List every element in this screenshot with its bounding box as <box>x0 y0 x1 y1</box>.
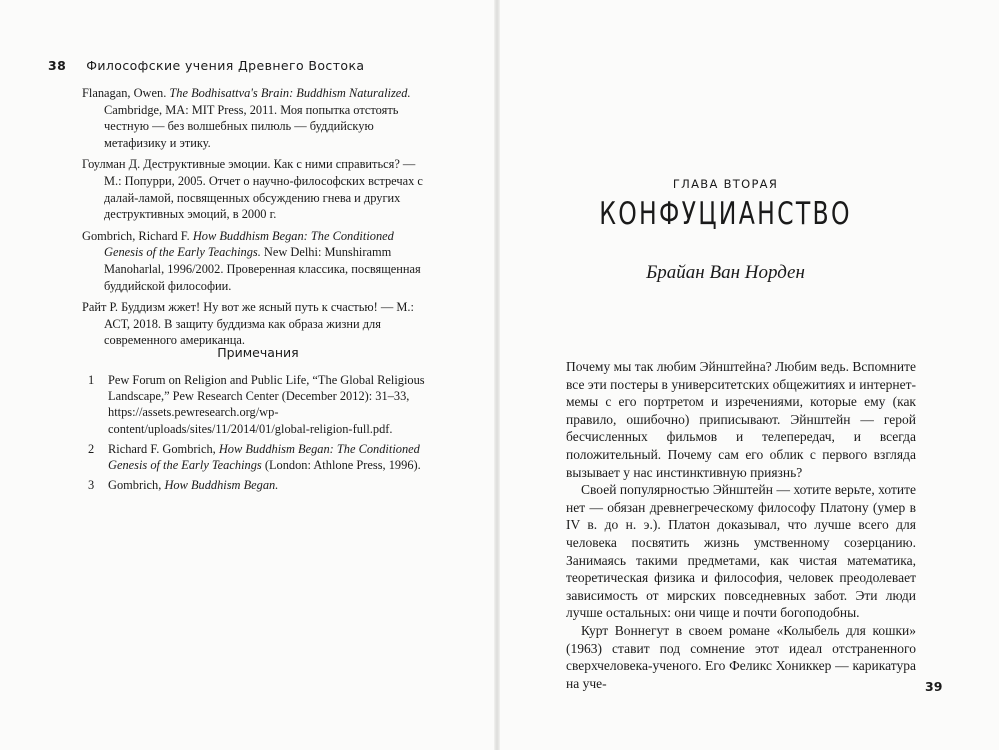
bibliography-entry <box>82 299 434 349</box>
bibliography-entry <box>82 228 434 294</box>
entry-title: How Buddhism Began: The Conditioned Genesis of the Early Teachings. <box>104 228 394 260</box>
notes-list <box>88 372 436 497</box>
notes-heading: Примечания <box>217 345 299 360</box>
left-page-number: 38 <box>48 58 67 73</box>
chapter-author: Брайан Ван Норден <box>646 262 805 283</box>
note-title: How Buddhism Began: The Conditioned Genesis of the Early Teachings <box>108 441 420 473</box>
chapter-body <box>566 358 916 692</box>
paragraph: Курт Воннегут в своем романе «Колыбель для кошки» (1963) ставит под сомнение этот идеал отстраненного сверхчеловека-ученого. Его Феликс Хониккер — карикатура на уче- <box>566 622 916 691</box>
chapter-title: КОНФУЦИАНСТВО <box>599 196 852 232</box>
note-text: Richard F. Gombrich, <box>108 441 219 456</box>
note-number: 1 <box>88 373 95 387</box>
note-title: How Buddhism Began. <box>164 478 279 493</box>
running-title: Философские учения Древнего Востока <box>86 58 365 73</box>
book-gutter <box>494 0 500 750</box>
note-item <box>88 372 436 437</box>
running-header <box>48 58 364 73</box>
chapter-label: ГЛАВА ВТОРАЯ <box>672 177 779 191</box>
entry-text: Гоулман Д. Деструктивные эмоции. Как с ними справиться? — М.: Попурри, 2005. Отчет о научно-философских встречах с далай-ламой, посвященных обсуждению гнева и других деструктивных эмоций, в 2000 г. <box>82 157 423 222</box>
note-number: 3 <box>88 478 95 493</box>
bibliography-entry <box>82 85 434 151</box>
note-text: Pew Forum on Religion and Public Life, “The Global Religious Landscape,” Pew Research Center (December 2012): 31–33, https://assets.pewresearch.org/wp-content/uploads/sites/11/2014/01/global-religion-full.pdf. <box>108 373 425 436</box>
entry-text: Gombrich, Richard F. <box>82 228 193 243</box>
note-item <box>88 441 436 473</box>
entry-text: Flanagan, Owen. <box>82 86 170 100</box>
bibliography-list <box>82 85 434 354</box>
paragraph: Почему мы так любим Эйнштейна? Любим ведь. Вспомните все эти постеры в университетских общежитиях и интернет-мемы с его портретом и изречениями, которые ему (как правило, ошибочно) приписывают. Эйнштейн — герой бесчисленных фильмов и телепередач, и всегда положительный. Почему сам его облик с первого взгляда вызывает у нас инстинктивную приязнь? <box>566 359 916 480</box>
note-text: Gombrich, <box>108 478 165 493</box>
entry-title: The Bodhisattva's Brain: Buddhism Naturalized. <box>169 86 411 100</box>
bibliography-entry <box>82 156 434 222</box>
paragraph: Своей популярностью Эйнштейн — хотите верьте, хотите нет — обязан древнегреческому философу Платону (умер в IV в. до н. э.). Платон доказывал, что лучше всего для человека посвятить жизнь умственному созерцанию. Занимаясь такими предметами, как чистая математика, теоретическая физика и философия, человек преодолевает зависимость от мирских повседневных забот. Эти люди лучше остальных: они чище и почти богоподобны. <box>566 482 916 621</box>
entry-text: New Delhi: Munshiramm Manoharlal, 1996/2002. Проверенная классика, посвященная буддийской философии. <box>104 245 421 293</box>
note-item <box>88 477 436 493</box>
right-page-number: 39 <box>925 679 943 694</box>
entry-text: Райт Р. Буддизм жжет! Ну вот же ясный путь к счастью! — М.: АСТ, 2018. В защиту буддизма как образа жизни для современного американца. <box>82 300 414 348</box>
note-text: (London: Athlone Press, 1996). <box>261 458 421 473</box>
note-number: 2 <box>88 441 95 456</box>
entry-text: Cambridge, MA: MIT Press, 2011. Моя попытка отстоять честную — без волшебных пилюль — буддийскую метафизику и этику. <box>104 102 399 150</box>
